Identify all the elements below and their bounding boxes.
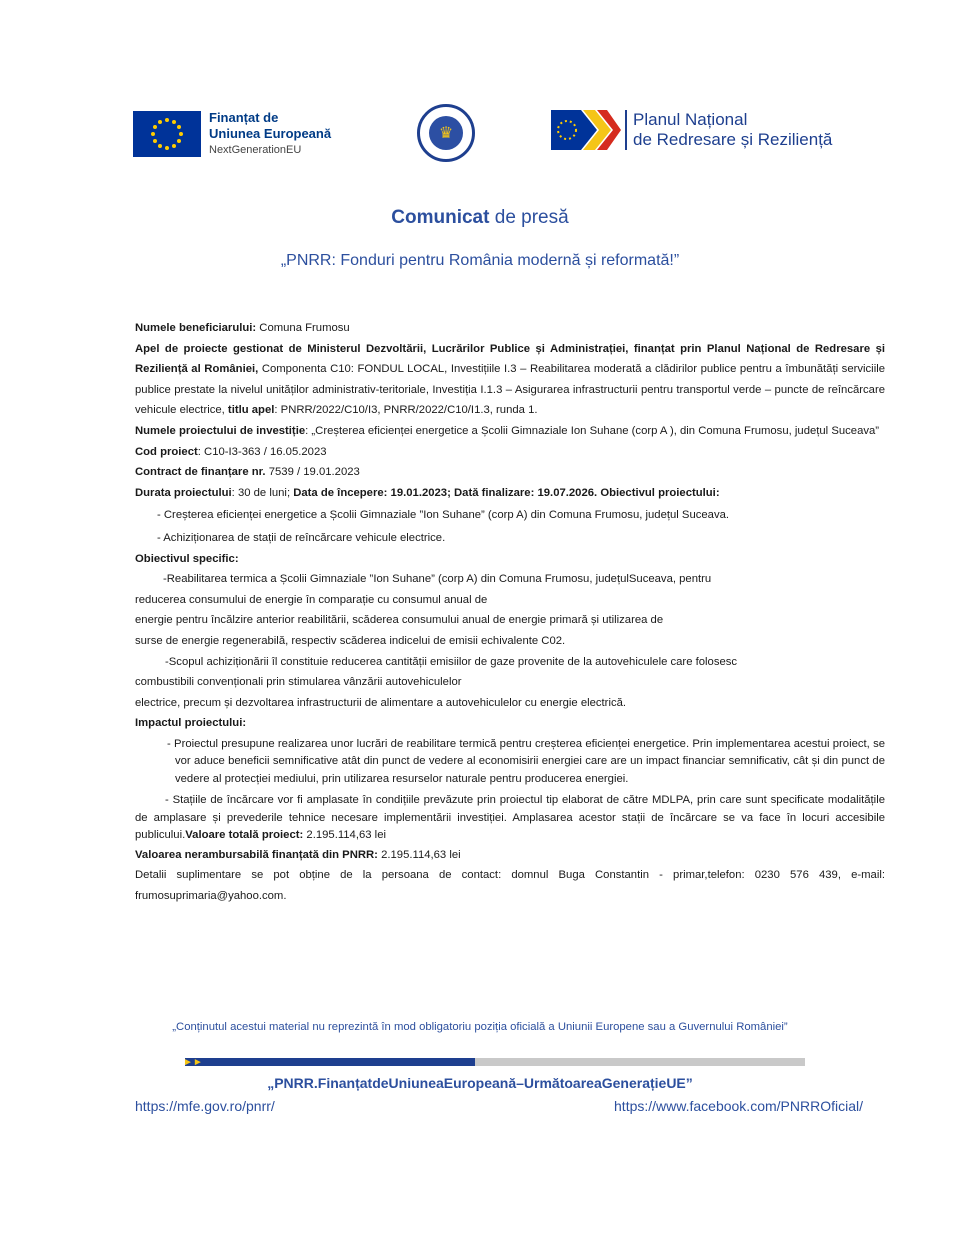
- cod-line: [135, 442, 885, 463]
- contract-label: Contract de finanțare nr.: [135, 466, 266, 479]
- specific-p1-line4: surse de energie regenerabilă, respectiv scăderea indicelui de emisii echivalente C02.: [135, 634, 566, 647]
- pnrr-logo-line1: Planul Național: [633, 110, 748, 129]
- start-date: Data de începere: 19.01.2023;: [290, 486, 451, 499]
- title-bold: Comunicat: [391, 207, 490, 228]
- eu-star-icon: [165, 146, 169, 150]
- contract-value: 7539 / 19.01.2023: [265, 466, 360, 479]
- apel-text1: Componenta C10: FONDUL LOCAL, Investițiile I.3 – Reabilitarea moderată a clădirilor publice pentru a îmbunătăți serviciile publice prestate la nivelul unităților administrativ-teritoriale, Investiția I.1.3 – Asigurarea infrastructurii pentru transportul verde – puncte de reîncărcare vehicule electrice,: [135, 363, 885, 417]
- apel-bold2: titlu apel: [224, 404, 275, 417]
- eu-star-icon: [151, 132, 155, 136]
- obiectiv-label: Obiectivul proiectului:: [597, 486, 720, 499]
- footer-bar: [185, 1058, 805, 1066]
- footer-slogan: „PNRR.FinanțatdeUniuneaEuropeană–UrmătoareaGenerațieUE”: [267, 1075, 693, 1091]
- apel-bold1: Apel de proiecte gestionat de Ministerul Dezvoltării, Lucrărilor Publice și Administrației, finanțat prin Planul Național de Redresare și Reziliență al României,: [135, 342, 885, 376]
- cod-value: : C10-I3-363 / 16.05.2023: [197, 445, 327, 458]
- durata-label: Durata proiectului: [135, 486, 232, 499]
- durata-line: [135, 483, 885, 504]
- eu-star-icon: [158, 120, 162, 124]
- eu-star-icon: [177, 139, 181, 143]
- facebook-link[interactable]: https://www.facebook.com/PNRROficial/: [614, 1098, 863, 1114]
- contract-line: [135, 462, 885, 483]
- impact-label: Impactul proiectului:: [135, 717, 247, 730]
- page-subtitle: „PNRR: Fonduri pentru România modernă și reformată!”: [280, 252, 680, 269]
- beneficiar-line: [135, 318, 885, 339]
- eu-funding-logo: [133, 110, 331, 158]
- impact-p2-text: - Stațiile de încărcare vor fi amplasate în condițiile prevăzute prin proiectul tip elaborat de către MDLPA, prin care sunt specificate modalitățile de amplasare și prevederile tehnice necesare implementării investiției. Amplasarea acestor stații de încărcare se va face în locuri accesibile publicului.: [135, 794, 885, 842]
- government-seal-icon: ♛: [417, 104, 475, 162]
- valoare-nerambursabila-label: Valoarea nerambursabilă finanțată din PNRR:: [135, 848, 378, 861]
- valoare-nerambursabila-line: [135, 845, 885, 866]
- impact-p2: [135, 792, 885, 845]
- durata-value: : 30 de luni;: [231, 486, 291, 499]
- specific-p1-line2: reducerea consumului de energie în comparație cu consumul anual de: [135, 593, 488, 606]
- eu-star-icon: [153, 125, 157, 129]
- eu-star-icon: [158, 144, 162, 148]
- proiect-line: [135, 421, 885, 442]
- pnrr-logo: [551, 110, 832, 150]
- eu-logo-line3: NextGenerationEU: [209, 144, 302, 156]
- impact-p1: - Proiectul presupune realizarea unor lucrări de reabilitare termică pentru creșterea eficienței energetice. Prin implementarea acestui proiect, se vor aduce beneficii semnificative atât din punct de vedere al economisirii energiei care are un impact financiar semnificativ, cât și din punct de vedere al protecției mediului, prin utilizarea resurselor naturale pentru producerea energiei.: [167, 737, 885, 785]
- obiectiv-item: - Achiziționarea de stații de reîncărcare vehicule electrice.: [157, 531, 446, 544]
- valoare-totala-value: 2.195.114,63 lei: [303, 829, 386, 842]
- page-title: [0, 207, 960, 229]
- apel-paragraph: [135, 339, 885, 421]
- disclaimer: „Conținutul acestui material nu reprezintă în mod obligatoriu poziția oficială a Uniunii Europene sau a Guvernului României”: [172, 1021, 788, 1033]
- cod-label: Cod proiect: [135, 445, 198, 458]
- pnrr-logo-line2: de Redresare și Reziliență: [633, 130, 833, 149]
- press-release-body: [135, 318, 885, 907]
- arrow-icon: ►►: [183, 1057, 203, 1068]
- specific-p1-line3: energie pentru încălzire anterior reabilitării, scăderea consumului anual de energie primară și utilizarea de: [135, 614, 664, 627]
- eu-star-icon: [177, 125, 181, 129]
- valoare-totala-label: Valoare totală proiect:: [185, 829, 304, 842]
- proiect-value: : „Creșterea eficienței energetice a Școlii Gimnaziale Ion Suhane (corp A ), din Comuna Frumosu, județul Suceava”: [305, 424, 880, 437]
- mfe-link[interactable]: https://mfe.gov.ro/pnrr/: [135, 1098, 275, 1114]
- proiect-label: Numele proiectului de investiție: [135, 424, 306, 437]
- header-logos: [0, 100, 960, 180]
- eu-star-icon: [165, 118, 169, 122]
- eu-logo-line1: Finanțat de: [209, 110, 279, 125]
- pnrr-mark-icon: [551, 110, 621, 150]
- contact-details: Detalii suplimentare se pot obține de la persoana de contact: domnul Buga Constantin - primar,telefon: 0230 576 439, e-mail: frumosuprimaria@yahoo.com.: [135, 869, 885, 903]
- valoare-nerambursabila-value: 2.195.114,63 lei: [377, 848, 461, 861]
- specific-p2-line1: -Scopul achiziționării îl constituie reducerea cantității emisiilor de gaze provenite de la autovehiculele care folosesc: [165, 655, 738, 668]
- beneficiar-label: Numele beneficiarului:: [135, 322, 257, 334]
- beneficiar-value: Comuna Frumosu: [256, 322, 350, 334]
- specific-p2-line3: electrice, precum și dezvoltarea infrastructurii de alimentare a autovehiculelor cu energie electrică.: [135, 696, 627, 709]
- eu-star-icon: [179, 132, 183, 136]
- eu-star-icon: [172, 144, 176, 148]
- eu-star-icon: [153, 139, 157, 143]
- specific-p1-line1: -Reabilitarea termica a Școlii Gimnaziale ”Ion Suhane” (corp A) din Comuna Frumosu, județulSuceava, pentru: [163, 573, 712, 586]
- specific-label: Obiectivul specific:: [135, 552, 239, 565]
- apel-text2: : PNRR/2022/C10/I3, PNRR/2022/C10/I1.3, runda 1.: [274, 404, 538, 417]
- eu-star-icon: [172, 120, 176, 124]
- eu-flag-icon: [133, 111, 201, 157]
- end-date: Dată finalizare: 19.07.2026.: [450, 486, 598, 499]
- eu-logo-line2: Uniunea Europeană: [209, 126, 332, 141]
- specific-p2-line2: combustibili convenționali prin stimularea vânzării autovehiculelor: [135, 676, 462, 689]
- title-rest: de presă: [489, 207, 569, 228]
- obiectiv-item: - Creșterea eficienței energetice a Școlii Gimnaziale ”Ion Suhane” (corp A) din Comuna Frumosu, județul Suceava.: [157, 509, 730, 522]
